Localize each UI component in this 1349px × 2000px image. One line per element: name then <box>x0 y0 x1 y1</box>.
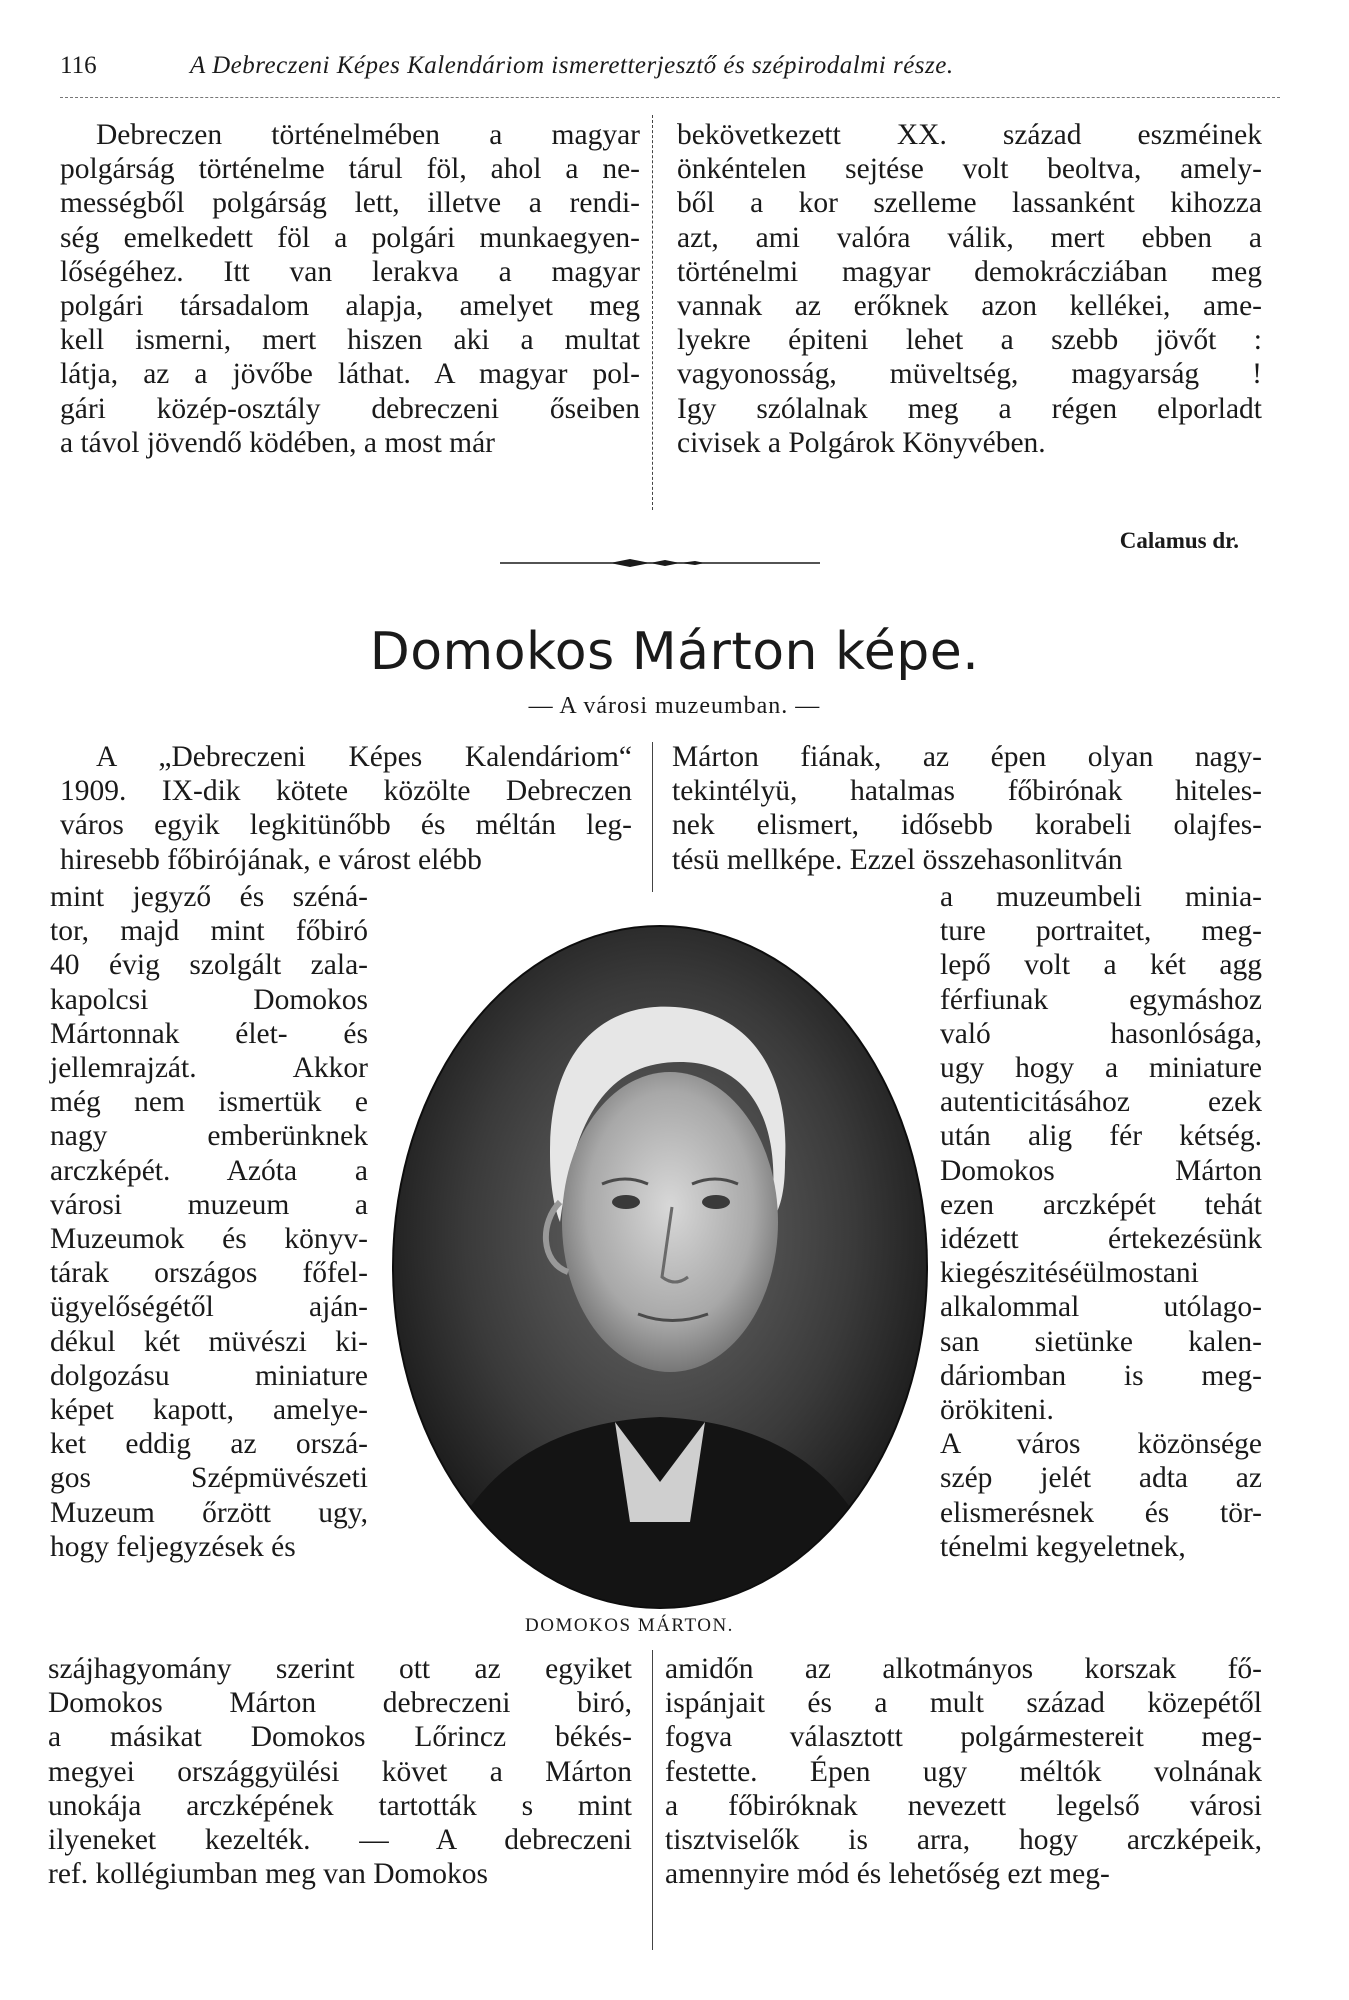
text-line: nek elismert, idősebb korabeli olajfes- <box>672 809 1262 842</box>
text-line: lepő volt a két agg <box>940 949 1262 982</box>
text-line: san sietünke kalen- <box>940 1325 1262 1358</box>
text-line: kell ismerni, mert hiszen aki a multat <box>60 324 640 357</box>
text-line: tárak országos főfel- <box>50 1257 368 1290</box>
text-line: Domokos Márton debreczeni biró, <box>48 1687 632 1720</box>
text-line: képet kapott, amelye- <box>50 1394 368 1427</box>
text-line: ilyeneket kezelték. — A debreczeni <box>48 1824 632 1857</box>
text-line: lőségéhez. Itt van lerakva a magyar <box>60 255 640 288</box>
text-line: Márton fiának, az épen olyan nagy- <box>672 741 1262 773</box>
text-line: amennyire mód és lehetőség ezt meg- <box>665 1858 1110 1891</box>
text-line: ség emelkedett föl a polgári munkaegyen- <box>60 221 640 254</box>
text-line: vagyonosság, müveltség, magyarság ! <box>677 358 1262 391</box>
text-line: idézett értekezésünk <box>940 1223 1262 1256</box>
text-line: ténelmi kegyeletnek, <box>940 1530 1186 1563</box>
text-line: városi muzeum a <box>50 1188 368 1221</box>
text-line: a muzeumbeli minia- <box>940 881 1262 913</box>
text-line: Domokos Márton <box>940 1154 1262 1187</box>
text-line: fogva választott polgármestereit meg- <box>665 1721 1262 1754</box>
text-line: Mártonnak élet- és <box>50 1017 368 1050</box>
signature: Calamus dr. <box>1119 528 1239 553</box>
text-line: Igy szólalnak meg a régen elporladt <box>677 392 1262 425</box>
text-line: polgári társadalom alapja, amelyet meg <box>60 290 640 323</box>
text-line: ügyelőségétől aján- <box>50 1291 368 1324</box>
text-line: gos Szépmüvészeti <box>50 1462 368 1495</box>
text-line: Muzeum őrzött ugy, <box>50 1496 368 1529</box>
text-line: szájhagyomány szerint ott az egyiket <box>48 1653 632 1685</box>
article-title: Domokos Márton képe. <box>369 622 980 682</box>
text-line: festette. Épen ugy méltók volnának <box>665 1755 1262 1788</box>
text-line: ből a kor szelleme lassanként kihozza <box>677 187 1262 220</box>
text-line: amidőn az alkotmányos korszak fő- <box>665 1653 1262 1685</box>
text-line: 40 évig szolgált zala- <box>50 949 368 982</box>
text-line: autenticitásához ezek <box>940 1086 1262 1119</box>
text-line: civisek a Polgárok Könyvében. <box>677 426 1046 459</box>
upper-column-rule <box>652 742 653 892</box>
text-line: jellemrajzát. Akkor <box>50 1052 368 1085</box>
text-line: önkéntelen sejtése volt beoltva, amely- <box>677 153 1262 186</box>
text-line: tésü mellképe. Ezzel összehasonlitván <box>672 843 1123 876</box>
text-line: arczképét. Azóta a <box>50 1154 368 1187</box>
running-title: A Debreczeni Képes Kalendáriom ismeretterjesztő és szépirodalmi része. <box>190 52 954 79</box>
text-line: város egyik legkitünőbb és méltán leg- <box>60 809 632 842</box>
text-line: hogy feljegyzések és <box>50 1530 296 1563</box>
header-rule <box>60 97 1280 98</box>
text-line: ugy hogy a miniature <box>940 1052 1262 1085</box>
text-line: a másikat Domokos Lőrincz békés- <box>48 1721 632 1754</box>
text-line: tor, majd mint főbiró <box>50 915 368 948</box>
article-subtitle: — A városi muzeumban. — <box>528 693 821 719</box>
right-intro-column <box>672 740 1262 877</box>
text-line: gári közép-osztály debreczeni őseiben <box>60 392 640 425</box>
text-line: ket eddig az orszá- <box>50 1428 368 1461</box>
text-line: szép jelét adta az <box>940 1462 1262 1495</box>
text-line: látja, az a jövőbe láthat. A magyar pol- <box>60 358 640 391</box>
text-line: férfiunak egymáshoz <box>940 983 1262 1016</box>
text-line: A város közönsége <box>940 1428 1262 1461</box>
text-line: tisztviselők is arra, hogy arczképeik, <box>665 1824 1262 1857</box>
text-line: lyekre épiteni lehet a szebb jövőt : <box>677 324 1262 357</box>
text-line: mint jegyző és széná- <box>50 881 368 913</box>
text-line: ref. kollégiumban meg van Domokos <box>48 1858 488 1891</box>
text-line: örökiteni. <box>940 1394 1054 1427</box>
text-line: történelmi magyar demokrácziában meg <box>677 255 1262 288</box>
portrait-caption: DOMOKOS MÁRTON. <box>525 1615 734 1636</box>
text-line: ture portraitet, meg- <box>940 915 1262 948</box>
text-line: hiresebb főbirójának, e várost elébb <box>60 843 482 876</box>
text-line: A „Debreczeni Képes Kalendáriom“ <box>96 741 632 773</box>
text-line: ezen arczképét tehát <box>940 1188 1262 1221</box>
text-line: dáriomban is meg- <box>940 1359 1262 1392</box>
text-line: a távol jövendő ködében, a most már <box>60 426 496 459</box>
text-line: után alig fér kétség. <box>940 1120 1262 1153</box>
portrait-image <box>390 922 930 1612</box>
running-head <box>60 52 1260 92</box>
text-line: még nem ismertük e <box>50 1086 368 1119</box>
text-line: Muzeumok és könyv- <box>50 1223 368 1256</box>
text-line: 1909. IX-dik kötete közölte Debreczen <box>60 775 632 808</box>
top-column-rule <box>652 115 653 510</box>
text-line: kapolcsi Domokos <box>50 983 368 1016</box>
text-line: vannak az erőknek azon kellékei, ame- <box>677 290 1262 323</box>
text-line: való hasonlósága, <box>940 1017 1262 1050</box>
text-line: bekövetkezett XX. század eszméinek <box>677 119 1262 151</box>
text-line: elismerésnek és tör- <box>940 1496 1262 1529</box>
left-narrow-column <box>50 880 368 1564</box>
text-line: unokája arczképének tartották s mint <box>48 1789 632 1822</box>
text-line: alkalommal utólago- <box>940 1291 1262 1324</box>
left-intro-column <box>60 740 632 877</box>
left-bottom-column <box>48 1652 632 1891</box>
right-narrow-column <box>940 880 1262 1564</box>
page-number: 116 <box>60 52 97 79</box>
text-line: dolgozásu miniature <box>50 1359 368 1392</box>
text-line: polgárság történelme tárul föl, ahol a ne- <box>60 153 640 186</box>
top-right-column <box>677 118 1262 460</box>
text-line: a főbiróknak nevezett legelső városi <box>665 1789 1262 1822</box>
text-line: nagy emberünknek <box>50 1120 368 1153</box>
lower-column-rule <box>652 1650 653 1950</box>
text-line: ispánjait és a mult század közepétől <box>665 1687 1262 1720</box>
text-line: Debreczen történelmében a magyar <box>96 119 640 151</box>
text-line: mességből polgárság lett, illetve a rendi- <box>60 187 640 220</box>
text-line: kiegészitéséülmostani <box>940 1257 1199 1290</box>
text-line: megyei országgyülési követ a Márton <box>48 1755 632 1788</box>
ornament-divider <box>500 558 820 568</box>
text-line: azt, ami valóra válik, mert ebben a <box>677 221 1262 254</box>
right-bottom-column <box>665 1652 1262 1891</box>
text-line: dékul két müvészi ki- <box>50 1325 368 1358</box>
text-line: tekintélyü, hatalmas főbirónak hiteles- <box>672 775 1262 808</box>
top-left-column <box>60 118 640 460</box>
